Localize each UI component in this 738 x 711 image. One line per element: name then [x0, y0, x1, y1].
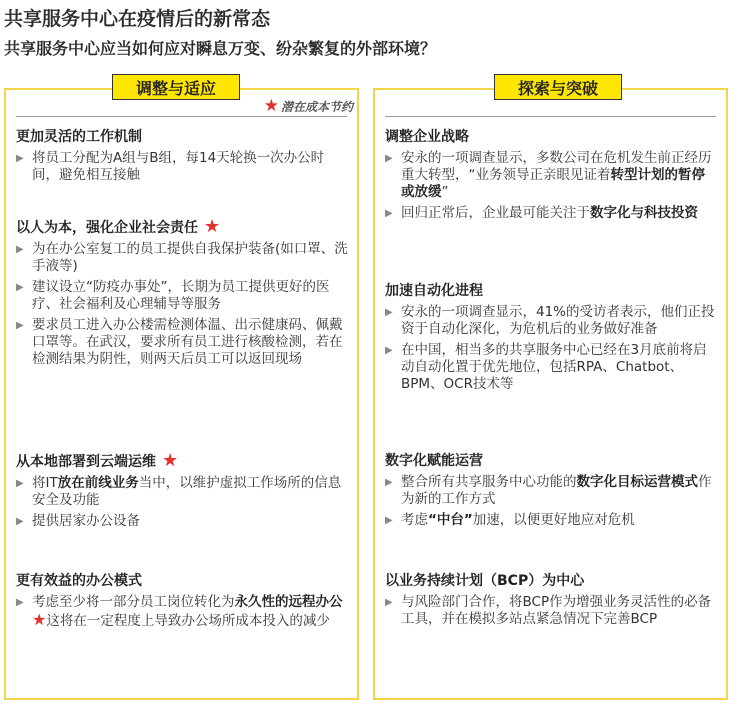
bullet-icon: ▶	[385, 597, 393, 608]
bullet-icon: ▶	[385, 345, 393, 356]
bullet-icon: ▶	[16, 244, 24, 255]
list-item: ▶ 建议设立“防疫办事处”，长期为员工提供更好的医疗、社会福利及心理辅导等服务	[16, 279, 330, 312]
page-title: 共享服务中心在疫情后的新常态	[4, 8, 271, 30]
left-panel-header: 调整与适应	[112, 74, 240, 100]
section-heading: 更有效益的办公模式	[16, 573, 142, 589]
bullet-icon: ▶	[385, 208, 393, 219]
bullet-icon: ▶	[385, 477, 393, 488]
section-bcp	[385, 570, 718, 632]
section-heading: 以业务持续计划（BCP）为中心	[385, 573, 585, 589]
section-strategy	[385, 126, 718, 226]
section-heading: 数字化赋能运营	[385, 453, 483, 469]
panel-divider	[385, 116, 716, 117]
list-item: ▶ 考虑“中台”加速，以便更好地应对危机	[385, 512, 635, 528]
section-cloud	[16, 450, 349, 534]
bullet-icon: ▶	[385, 515, 393, 526]
section-automation	[385, 280, 718, 397]
section-digital	[385, 450, 718, 533]
bullet-icon: ▶	[16, 282, 24, 293]
page-subtitle: 共享服务中心应当如何应对瞬息万变、纷杂繁复的外部环境？	[4, 39, 437, 58]
bullet-icon: ▶	[16, 153, 24, 164]
section-flexible-work	[16, 126, 349, 188]
list-item: ▶ 考虑至少将一部分员工岗位转化为永久性的远程办公★这将在一定程度上导致办公场所成本投入的减少	[16, 594, 343, 629]
list-item: ▶ 安永的一项调查显示，41%的受访者表示，他们正投资于自动化深化，为危机后的业务做好准备	[385, 304, 715, 337]
list-item: ▶ 将员工分配为A组与B组，每14天轮换一次办公时间，避免相互接触	[16, 150, 325, 183]
list-item: ▶ 要求员工进入办公楼需检测体温、出示健康码、佩戴口罩等。在武汉，要求所有员工进行核酸检测，若在检测结果为阴性，则两天后员工可以返回现场	[16, 317, 343, 367]
right-panel-header: 探索与突破	[494, 74, 622, 100]
section-csr	[16, 216, 349, 372]
section-heading: 加速自动化进程	[385, 283, 483, 299]
list-item: ▶ 将IT放在前线业务当中，以维护虚拟工作场所的信息安全及功能	[16, 475, 342, 508]
bullet-icon: ▶	[16, 516, 24, 527]
list-item: ▶ 回归正常后，企业最可能关注于数字化与科技投资	[385, 205, 698, 221]
cost-saving-tag	[264, 96, 353, 116]
star-icon: ★	[32, 610, 47, 629]
list-item: ▶ 与风险部门合作，将BCP作为增强业务灵活性的必备工具，并在模拟多站点紧急情况下完善BCP	[385, 594, 712, 627]
star-icon: ★	[162, 450, 179, 471]
bullet-icon: ▶	[16, 478, 24, 489]
section-heading: 从本地部署到云端运维 ★	[16, 450, 179, 471]
section-office-model	[16, 570, 349, 634]
list-item: ▶ 安永的一项调查显示，多数公司在危机发生前正经历重大转型，“业务领导正亲眼见证着转型计划的暂停或放缓”	[385, 150, 712, 200]
section-heading: 调整企业战略	[385, 129, 469, 145]
bullet-icon: ▶	[16, 597, 24, 608]
list-item: ▶ 整合所有共享服务中心功能的数字化目标运营模式作为新的工作方式	[385, 474, 712, 507]
left-panel	[4, 88, 359, 700]
cost-saving-label: 潜在成本节约	[280, 99, 353, 114]
list-item: ▶ 为在办公室复工的员工提供自我保护装备(如口罩、洗手液等)	[16, 241, 348, 274]
right-panel	[373, 88, 728, 700]
star-icon: ★	[263, 96, 279, 116]
bullet-icon: ▶	[385, 307, 393, 318]
list-item: ▶ 在中国，相当多的共享服务中心已经在3月底前将启动自动化置于优先地位，包括RPA、Chatbot、BPM、OCR技术等	[385, 342, 707, 392]
star-icon: ★	[204, 216, 221, 237]
section-heading: 以人为本，强化企业社会责任 ★	[16, 216, 221, 237]
panel-divider	[16, 116, 347, 117]
bullet-icon: ▶	[16, 320, 24, 331]
section-heading: 更加灵活的工作机制	[16, 129, 142, 145]
bullet-icon: ▶	[385, 153, 393, 164]
list-item: ▶ 提供居家办公设备	[16, 513, 140, 529]
